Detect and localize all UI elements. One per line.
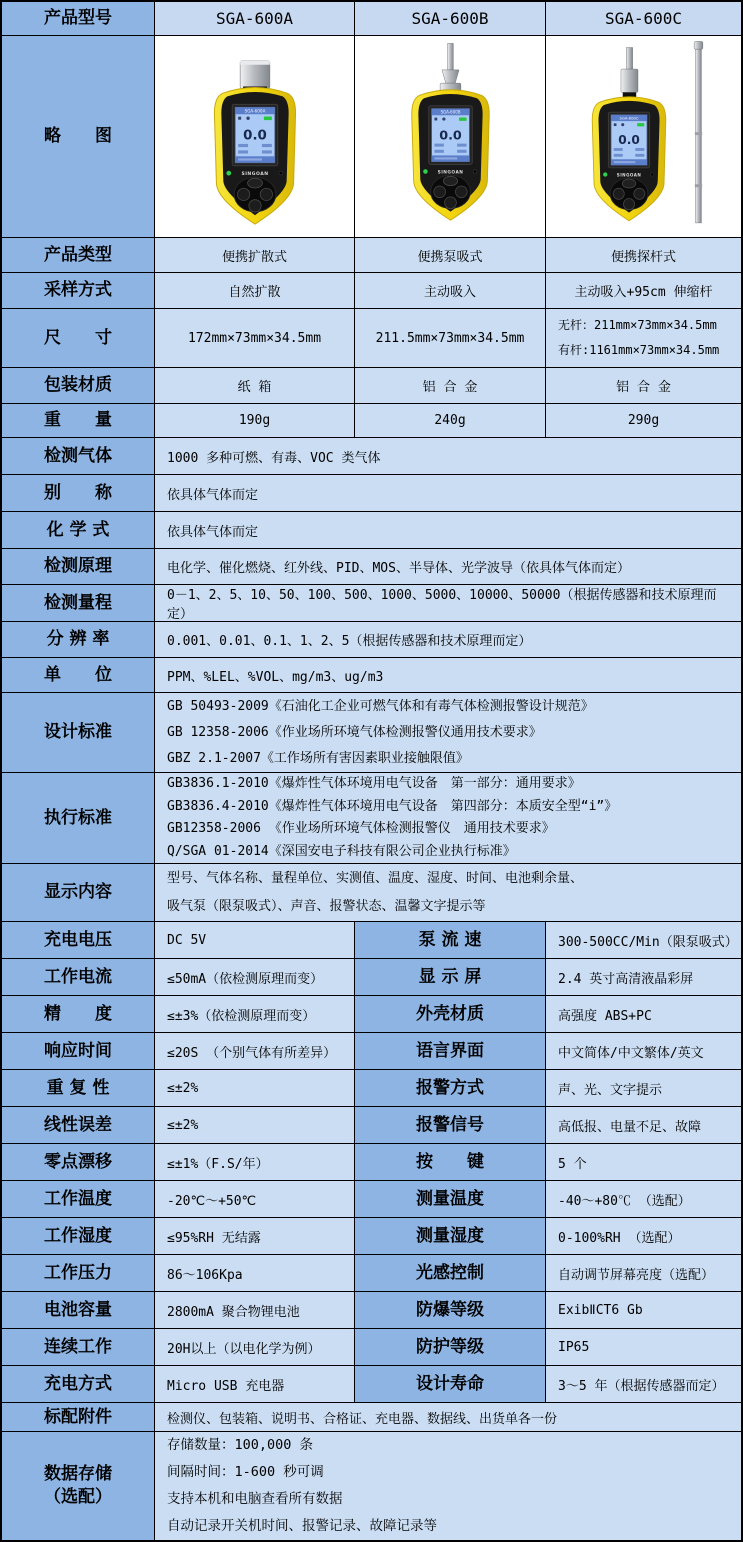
keypad xyxy=(610,178,648,210)
spec-label-zero-drift: 零点漂移 xyxy=(2,1144,155,1181)
row-label-design-standard: 设计标准 xyxy=(2,693,155,773)
chemical-formula-value: 依具体气体而定 xyxy=(155,512,741,549)
spec-value-shell-material: 高强度 ABS+PC xyxy=(546,996,741,1033)
exec-standard-line: GB12358-2006 《作业场所环境气体检测报警仪 通用技术要求》 xyxy=(167,821,555,836)
spec-label-alarm-mode: 报警方式 xyxy=(355,1070,546,1107)
spec-value-language-ui: 中文简体/中文繁体/英文 xyxy=(546,1033,741,1070)
spec-value-measure-humidity: 0-100%RH （选配） xyxy=(546,1218,741,1255)
dimensions-b: 211.5mm×73mm×34.5mm xyxy=(355,309,546,368)
spec-label-linearity-error: 线性误差 xyxy=(2,1107,155,1144)
spec-value-repeatability: ≤±2% xyxy=(155,1070,355,1107)
product-type-a: 便携扩散式 xyxy=(155,238,355,273)
spec-label-accuracy: 精 度 xyxy=(2,996,155,1033)
spec-label-working-humidity: 工作湿度 xyxy=(2,1218,155,1255)
spec-label-display-screen: 显 示 屏 xyxy=(355,959,546,996)
spec-value-working-humidity: ≤95%RH 无结露 xyxy=(155,1218,355,1255)
packaging-c: 铝 合 金 xyxy=(546,368,741,404)
detected-gas-value: 1000 多种可燃、有毒、VOC 类气体 xyxy=(155,438,741,475)
row-label-data-storage xyxy=(2,1432,155,1540)
spec-label-protection-rating: 防护等级 xyxy=(355,1329,546,1366)
dimensions-c-line1: 无杆：211mm×73mm×34.5mm xyxy=(558,318,717,332)
common-spec-section xyxy=(2,438,741,922)
spec-value-design-life: 3～5 年（根据传感器而定） xyxy=(546,1366,741,1403)
weight-a: 190g xyxy=(155,404,355,438)
design-standard-line: GB 50493-2009《石油化工企业可燃气体和有毒气体检测报警设计规范》 xyxy=(167,698,594,714)
units-value: PPM、%LEL、%VOL、mg/m3、ug/m3 xyxy=(155,658,741,693)
lcd-screen xyxy=(428,105,471,164)
sketch-image-sga-600c xyxy=(546,36,741,238)
light-sensor-dot xyxy=(651,172,654,175)
screen-reading: 0.0 xyxy=(438,127,462,143)
model-name-c: SGA-600C xyxy=(546,2,741,36)
data-storage-line: 存储数量：100,000 条 xyxy=(167,1437,314,1453)
dimensions-a: 172mm×73mm×34.5mm xyxy=(155,309,355,368)
spec-value-response-time: ≤20S （个别气体有所差异） xyxy=(155,1033,355,1070)
row-label-detection-principle: 检测原理 xyxy=(2,549,155,585)
spec-label-repeatability: 重 复 性 xyxy=(2,1070,155,1107)
data-storage-line: 支持本机和电脑查看所有数据 xyxy=(167,1491,343,1507)
spec-label-pump-flow: 泵 流 速 xyxy=(355,922,546,959)
sketch-image-sga-600b xyxy=(355,36,546,238)
row-label-dimensions: 尺 寸 xyxy=(2,309,155,368)
screen-model-text: SGA-600C xyxy=(619,116,639,121)
probe-cap-icon xyxy=(621,47,638,99)
row-label-accessories: 标配附件 xyxy=(2,1403,155,1432)
spec-value-alarm-mode: 声、光、文字提示 xyxy=(546,1070,741,1107)
row-label-detected-gas: 检测气体 xyxy=(2,438,155,475)
sampling-c: 主动吸入+95cm 伸缩杆 xyxy=(546,273,741,309)
device-group xyxy=(592,47,666,220)
sketch-image-sga-600a xyxy=(155,36,355,238)
led-indicator xyxy=(603,172,607,176)
bottom-section xyxy=(2,1403,741,1540)
data-storage-label-line1: 数据存储 xyxy=(44,1464,112,1485)
display-content-line: 型号、气体名称、量程单位、实测值、温度、湿度、时间、电池剩余量、 xyxy=(167,870,584,886)
spec-value-display-screen: 2.4 英寸高清液晶彩屏 xyxy=(546,959,741,996)
row-label-exec-standard: 执行标准 xyxy=(2,773,155,864)
alias-value: 依具体气体而定 xyxy=(155,475,741,512)
resolution-value: 0.001、0.01、0.1、1、2、5（根据传感器和技术原理而定） xyxy=(155,622,741,658)
spec-value-linearity-error: ≤±2% xyxy=(155,1107,355,1144)
design-standard-value xyxy=(155,693,741,773)
spec-value-light-control: 自动调节屏幕亮度（选配） xyxy=(546,1255,741,1292)
spec-value-buttons: 5 个 xyxy=(546,1144,741,1181)
spec-value-charging-voltage: DC 5V xyxy=(155,922,355,959)
dimensions-c-line2: 有杆:1161mm×73mm×34.5mm xyxy=(558,343,720,357)
lcd-screen xyxy=(608,112,649,168)
spec-label-measure-temp: 测量温度 xyxy=(355,1181,546,1218)
spec-value-measure-temp: -40～+80℃ （选配） xyxy=(546,1181,741,1218)
sketch-label: 略 图 xyxy=(2,36,155,238)
row-label-display-content: 显示内容 xyxy=(2,864,155,922)
spec-label-light-control: 光感控制 xyxy=(355,1255,546,1292)
data-storage-value xyxy=(155,1432,741,1540)
exec-standard-value xyxy=(155,773,741,864)
row-label-resolution: 分 辨 率 xyxy=(2,622,155,658)
product-type-c: 便携探杆式 xyxy=(546,238,741,273)
spec-label-working-pressure: 工作压力 xyxy=(2,1255,155,1292)
spec-label-shell-material: 外壳材质 xyxy=(355,996,546,1033)
spec-label-charging-method: 充电方式 xyxy=(2,1366,155,1403)
spec-value-continuous-work: 20H以上（以电化学为例） xyxy=(155,1329,355,1366)
accessories-value: 检测仪、包装箱、说明书、合格证、充电器、数据线、出货单各一份 xyxy=(155,1403,741,1432)
exec-standard-line: GB3836.1-2010《爆炸性气体环境用电气设备 第一部分：通用要求》 xyxy=(167,776,581,791)
spec-value-battery-capacity: 2800mA 聚合物锂电池 xyxy=(155,1292,355,1329)
spec-value-pump-flow: 300-500CC/Min（限泵吸式） xyxy=(546,922,741,959)
keypad xyxy=(430,175,470,208)
row-label-product-type: 产品类型 xyxy=(2,238,155,273)
spec-label-response-time: 响应时间 xyxy=(2,1033,155,1070)
power-button-dot xyxy=(473,169,476,172)
spec-label-working-temp: 工作温度 xyxy=(2,1181,155,1218)
packaging-a: 纸 箱 xyxy=(155,368,355,404)
spec-value-protection-rating: IP65 xyxy=(546,1329,741,1366)
row-label-chemical-formula: 化 学 式 xyxy=(2,512,155,549)
data-storage-label-line2: （选配） xyxy=(44,1487,112,1507)
brand-label: SINGOAN xyxy=(616,171,642,177)
spec-label-measure-humidity: 测量湿度 xyxy=(355,1218,546,1255)
row-label-packaging: 包装材质 xyxy=(2,368,155,404)
led-indicator xyxy=(226,170,231,175)
dimensions-c xyxy=(546,309,741,368)
row-label-units: 单 位 xyxy=(2,658,155,693)
spec-value-alarm-signal: 高低报、电量不足、故障 xyxy=(546,1107,741,1144)
spec-value-working-pressure: 86～106Kpa xyxy=(155,1255,355,1292)
screen-reading: 0.0 xyxy=(242,127,267,143)
display-content-line: 吸气泵（限泵吸式）、声音、报警状态、温馨文字提示等 xyxy=(167,898,486,914)
spec-label-working-current: 工作电流 xyxy=(2,959,155,996)
device-illustration-diffusion xyxy=(156,37,354,237)
screen-model-text: SGA-600A xyxy=(244,108,265,114)
screen-model-text: SGA-600B xyxy=(440,109,460,115)
spec-label-explosion-proof: 防爆等级 xyxy=(355,1292,546,1329)
spec-value-working-current: ≤50mA（依检测原理而变） xyxy=(155,959,355,996)
light-sensor-dot xyxy=(278,171,282,175)
row-label-weight: 重 量 xyxy=(2,404,155,438)
keypad xyxy=(234,177,276,212)
weight-c: 290g xyxy=(546,404,741,438)
detection-principle-value: 电化学、催化燃烧、红外线、PID、MOS、半导体、光学波导（依具体气体而定） xyxy=(155,549,741,585)
product-type-b: 便携泵吸式 xyxy=(355,238,546,273)
model-name-a: SGA-600A xyxy=(155,2,355,36)
spec-label-continuous-work: 连续工作 xyxy=(2,1329,155,1366)
row-label-detection-range: 检测量程 xyxy=(2,585,155,622)
spec-label-battery-capacity: 电池容量 xyxy=(2,1292,155,1329)
model-section xyxy=(2,2,741,438)
sampling-b: 主动吸入 xyxy=(355,273,546,309)
data-storage-line: 自动记录开关机时间、报警记录、故障记录等 xyxy=(167,1518,437,1534)
spec-label-language-ui: 语言界面 xyxy=(355,1033,546,1070)
paired-spec-section xyxy=(2,922,741,1403)
device-illustration-pump xyxy=(356,37,545,237)
probe-cap-icon xyxy=(440,43,461,95)
spec-label-alarm-signal: 报警信号 xyxy=(355,1107,546,1144)
device-illustration-probe-rod xyxy=(547,37,740,237)
packaging-b: 铝 合 金 xyxy=(355,368,546,404)
brand-label: SINGOAN xyxy=(437,169,463,175)
screen-reading: 0.0 xyxy=(618,132,640,147)
design-standard-line: GB 12358-2006《作业场所环境气体检测报警仪通用技术要求》 xyxy=(167,724,542,740)
telescopic-rod xyxy=(694,41,703,222)
detection-range-value: 0－1、2、5、10、50、100、500、1000、5000、10000、50000（根据传感器和技术原理而定） xyxy=(155,585,741,622)
spec-value-accuracy: ≤±3%（依检测原理而变） xyxy=(155,996,355,1033)
brand-label: SINGOAN xyxy=(240,171,269,177)
weight-b: 240g xyxy=(355,404,546,438)
exec-standard-line: Q/SGA 01-2014《深国安电子科技有限公司企业执行标准》 xyxy=(167,843,516,859)
spec-label-charging-voltage: 充电电压 xyxy=(2,922,155,959)
display-content-value xyxy=(155,864,741,922)
spec-value-explosion-proof: ExibⅡCT6 Gb xyxy=(546,1292,741,1329)
spec-value-zero-drift: ≤±1%（F.S/年） xyxy=(155,1144,355,1181)
header-label: 产品型号 xyxy=(2,2,155,36)
led-indicator xyxy=(423,169,428,174)
sampling-a: 自然扩散 xyxy=(155,273,355,309)
lcd-screen xyxy=(232,104,278,165)
row-label-alias: 别 称 xyxy=(2,475,155,512)
model-name-b: SGA-600B xyxy=(355,2,546,36)
design-standard-line: GBZ 2.1-2007《工作场所有害因素职业接触限值》 xyxy=(167,750,469,766)
exec-standard-line: GB3836.4-2010《爆炸性气体环境用电气设备 第四部分：本质安全型“i”》 xyxy=(167,798,618,814)
data-storage-line: 间隔时间：1-600 秒可调 xyxy=(167,1464,324,1480)
spec-value-charging-method: Micro USB 充电器 xyxy=(155,1366,355,1403)
spec-value-working-temp: -20℃～+50℃ xyxy=(155,1181,355,1218)
spec-label-design-life: 设计寿命 xyxy=(355,1366,546,1403)
row-label-sampling-method: 采样方式 xyxy=(2,273,155,309)
spec-label-buttons: 按 键 xyxy=(355,1144,546,1181)
